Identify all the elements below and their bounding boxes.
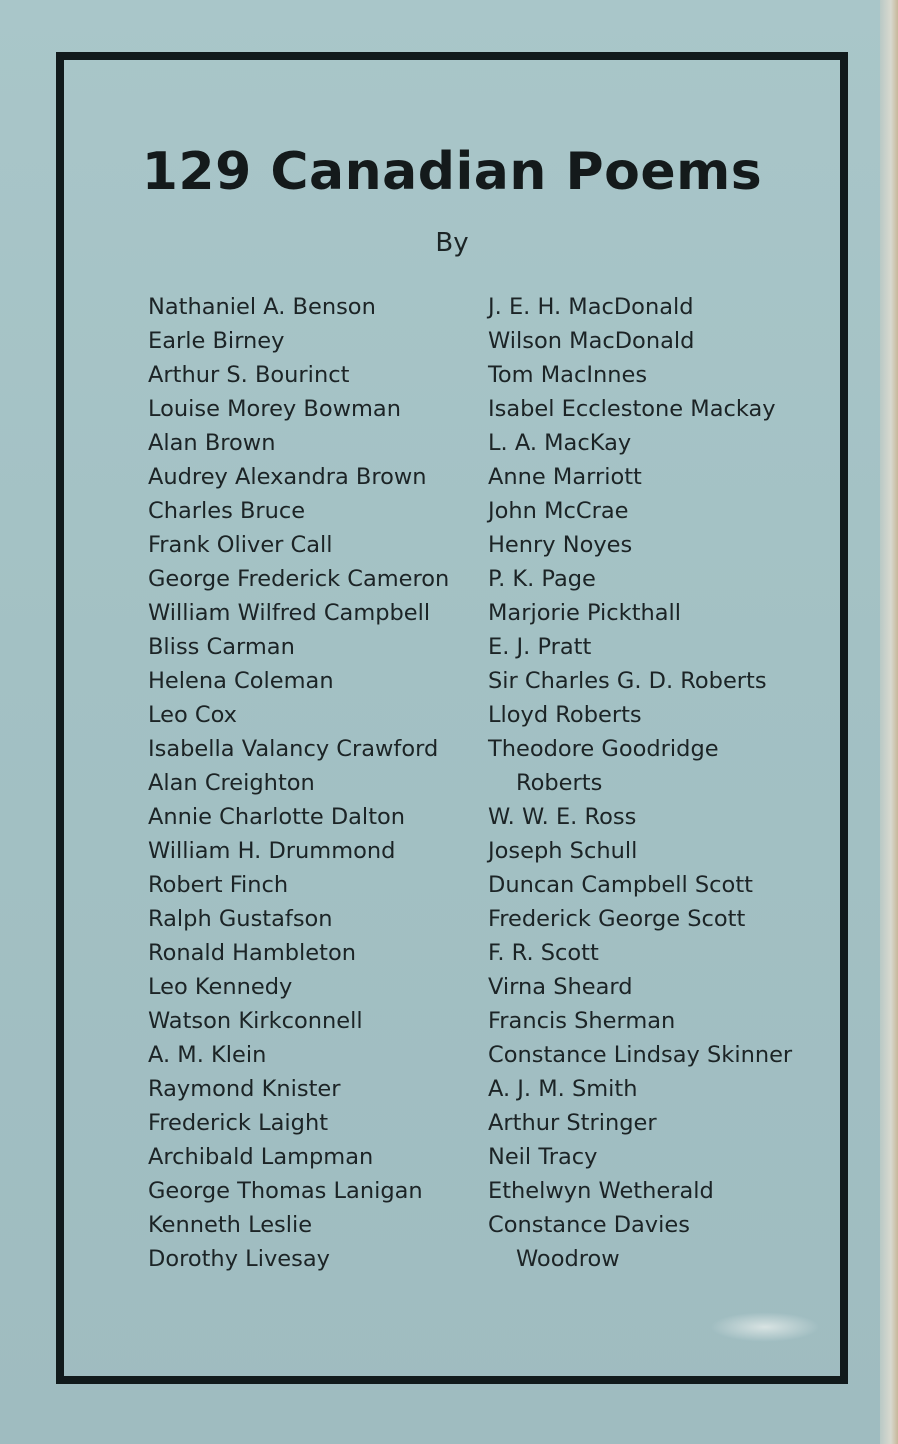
author-name: Arthur S. Bourinct [148, 362, 350, 388]
author-name: Annie Charlotte Dalton [148, 804, 406, 830]
author-name: Sir Charles G. D. Roberts [488, 668, 767, 694]
author-name: Watson Kirkconnell [148, 1008, 363, 1034]
author-name: Archibald Lampman [148, 1144, 374, 1170]
author-name: Theodore Goodridge [488, 736, 719, 762]
author-name: Frank Oliver Call [148, 532, 333, 558]
by-line: By [435, 228, 469, 258]
author-name: Frederick George Scott [488, 906, 746, 932]
author-name: Helena Coleman [148, 668, 334, 694]
author-name: Henry Noyes [488, 532, 633, 558]
author-name: F. R. Scott [488, 940, 599, 966]
author-name: Leo Kennedy [148, 974, 293, 1000]
author-name: Joseph Schull [488, 838, 638, 864]
author-name: L. A. MacKay [488, 430, 632, 456]
author-name: Anne Marriott [488, 464, 642, 490]
author-name: Raymond Knister [148, 1076, 341, 1102]
author-name: Frederick Laight [148, 1110, 329, 1136]
author-name: William Wilfred Campbell [148, 600, 431, 626]
author-name: Alan Creighton [148, 770, 315, 796]
author-name: Charles Bruce [148, 498, 306, 524]
author-name: Wilson MacDonald [488, 328, 695, 354]
author-name: William H. Drummond [148, 838, 396, 864]
author-name: Robert Finch [148, 872, 289, 898]
author-name: George Thomas Lanigan [148, 1178, 423, 1204]
page-title: 129 Canadian Poems [141, 142, 763, 202]
author-name: Arthur Stringer [488, 1110, 657, 1136]
author-name: Isabella Valancy Crawford [148, 736, 439, 762]
author-name: W. W. E. Ross [488, 804, 637, 830]
author-name: P. K. Page [488, 566, 596, 592]
author-name: Constance Lindsay Skinner [488, 1042, 793, 1068]
author-name: Earle Birney [148, 328, 285, 354]
author-name: Kenneth Leslie [148, 1212, 313, 1238]
author-name: J. E. H. MacDonald [488, 294, 694, 320]
author-name: Lloyd Roberts [488, 702, 642, 728]
author-name: Louise Morey Bowman [148, 396, 401, 422]
author-name: A. M. Klein [148, 1042, 267, 1068]
author-name: Ralph Gustafson [148, 906, 333, 932]
author-name: Bliss Carman [148, 634, 295, 660]
cover-edge [880, 0, 898, 1444]
author-list-left [148, 290, 449, 1276]
author-name: Alan Brown [148, 430, 276, 456]
author-name: A. J. M. Smith [488, 1076, 638, 1102]
author-name: Nathaniel A. Benson [148, 294, 376, 320]
author-name: Isabel Ecclestone Mackay [488, 396, 776, 422]
author-name: Virna Sheard [488, 974, 633, 1000]
author-name: Ethelwyn Wetherald [488, 1178, 714, 1204]
author-name: Tom MacInnes [488, 362, 648, 388]
author-name-continuation: Roberts [516, 770, 603, 796]
author-name: Constance Davies [488, 1212, 690, 1238]
author-name: Francis Sherman [488, 1008, 676, 1034]
author-name: John McCrae [488, 498, 629, 524]
author-name: George Frederick Cameron [148, 566, 450, 592]
author-name: Audrey Alexandra Brown [148, 464, 427, 490]
author-name: Neil Tracy [488, 1144, 598, 1170]
author-name: Ronald Hambleton [148, 940, 356, 966]
author-name: E. J. Pratt [488, 634, 592, 660]
author-name: Marjorie Pickthall [488, 600, 682, 626]
author-name-continuation: Woodrow [516, 1246, 620, 1272]
author-name: Duncan Campbell Scott [488, 872, 753, 898]
cover-frame [56, 52, 848, 1384]
author-name: Leo Cox [148, 702, 238, 728]
author-name: Dorothy Livesay [148, 1246, 330, 1272]
author-list-right [488, 290, 792, 1276]
